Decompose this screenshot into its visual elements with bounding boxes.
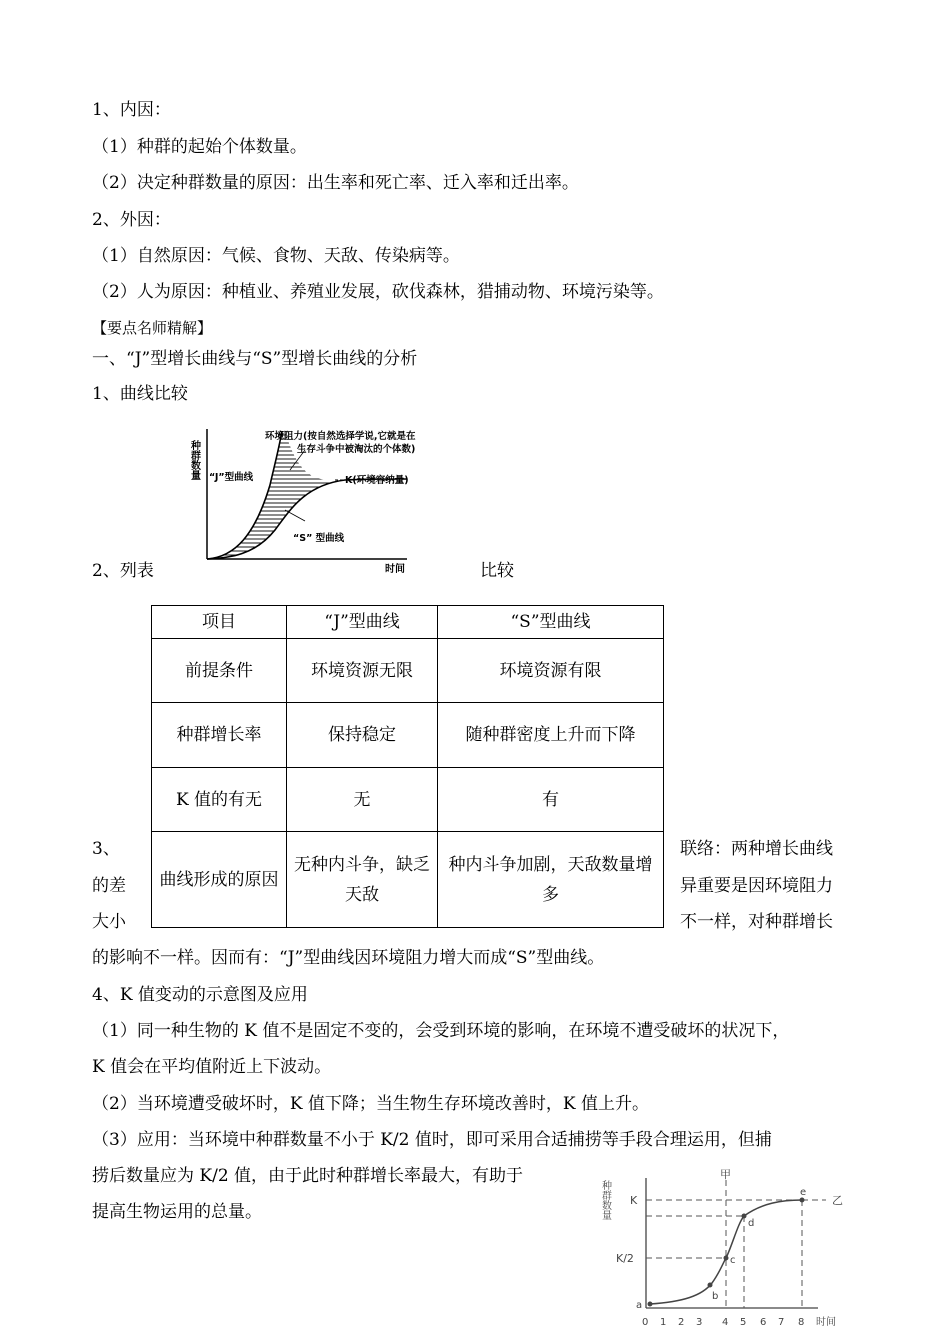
j-curve-label: “J”型曲线	[209, 472, 254, 483]
top-label: 甲	[720, 1168, 731, 1181]
table-cell: 无	[287, 768, 438, 832]
section-heading: 【要点名师精解】	[92, 319, 213, 337]
curve-comparison-figure	[185, 425, 485, 575]
text-line: （2）当环境遭受破坏时，K 值下降；当生物生存环境改善时，K 值上升。	[92, 1094, 650, 1114]
section-title: 一、“J”型增长曲线与“S”型增长曲线的分析	[92, 349, 418, 369]
point-label: a	[636, 1300, 643, 1311]
table-row	[152, 639, 664, 703]
text-line: 的差	[92, 876, 126, 896]
x-tick-label: 2	[678, 1317, 685, 1328]
table-cell: 曲线形成的原因	[152, 832, 287, 928]
text-line: 3、	[92, 839, 120, 859]
text-line: 不一样，对种群增长	[680, 912, 833, 932]
point-label: d	[748, 1218, 755, 1229]
x-tick-label: 5	[740, 1317, 747, 1328]
x-ticks	[642, 1317, 804, 1328]
y-axis-label: 种群数量	[599, 1180, 611, 1220]
x-tick-label: 6	[760, 1317, 767, 1328]
table-header-cell: “S”型曲线	[438, 606, 664, 639]
table-row	[152, 768, 664, 832]
x-tick-label: 8	[798, 1317, 805, 1328]
point-a	[648, 1302, 653, 1307]
table-row	[152, 703, 664, 768]
table-cell: 环境资源有限	[438, 639, 664, 703]
k-label: K	[630, 1194, 638, 1207]
text-line: （1）同一种生物的 K 值不是固定不变的，会受到环境的影响，在环境不遭受破坏的状况下，	[92, 1021, 790, 1041]
point-e	[800, 1198, 805, 1203]
table-cell: 有	[438, 768, 664, 832]
text-line: （1）自然原因：气候、食物、天敌、传染病等。	[92, 246, 460, 266]
text-line: 提高生物运用的总量。	[92, 1202, 262, 1222]
text-line: （3）应用：当环境中种群数量不小于 K/2 值时，即可采用合适捕捞等手段合理运用，但捕	[92, 1130, 772, 1150]
table-cell: 随种群密度上升而下降	[438, 703, 664, 768]
table-cell: 保持稳定	[287, 703, 438, 768]
point-label: b	[712, 1291, 719, 1302]
text-line: 2、外因：	[92, 210, 171, 230]
point-d	[742, 1214, 747, 1219]
table-row	[152, 832, 664, 928]
annotation-resistance: 环境阻力(按自然选择学说,它就是在	[265, 431, 416, 442]
table-cell: 前提条件	[152, 639, 287, 703]
y-axis-label: 种群数量	[188, 440, 200, 480]
text-line: 的影响不一样。因而有：“J”型曲线因环境阻力增大而成“S”型曲线。	[92, 948, 605, 968]
table-header-cell: “J”型曲线	[287, 606, 438, 639]
x-tick-label: 0	[642, 1317, 649, 1328]
table-cell: 无种内斗争，缺乏天敌	[287, 832, 438, 928]
x-axis-label: 时间	[385, 564, 405, 575]
text-line: 1、内因：	[92, 100, 171, 120]
table-header-cell: 项目	[152, 606, 287, 639]
text-line: （1）种群的起始个体数量。	[92, 137, 307, 157]
x-tick-label: 3	[696, 1317, 703, 1328]
k-label: K(环境容纳量)	[345, 475, 409, 486]
text-line: 大小	[92, 912, 126, 932]
k-value-figure	[599, 1168, 850, 1338]
text-line: （2）人为原因：种植业、养殖业发展，砍伐森林，猎捕动物、环境污染等。	[92, 282, 664, 302]
k-half-label: K/2	[616, 1252, 634, 1265]
point-c	[724, 1256, 729, 1261]
point-label: e	[800, 1187, 807, 1198]
text-line: 联络：两种增长曲线	[680, 839, 833, 859]
text-line: 捞后数量应为 K/2 值，由于此时种群增长率最大，有助于	[92, 1166, 524, 1186]
text-line: 1、曲线比较	[92, 384, 188, 404]
text-line: K 值会在平均值附近上下波动。	[92, 1057, 332, 1077]
annotation-resistance: 生存斗争中被淘汰的个体数)	[297, 444, 416, 455]
text-line: 异重要是因环境阻力	[680, 876, 833, 896]
s-curve-label: “S” 型曲线	[293, 533, 345, 544]
x-axis-label: 时间	[816, 1317, 836, 1328]
section-title: 4、K 值变动的示意图及应用	[92, 985, 308, 1005]
table-cell: 环境资源无限	[287, 639, 438, 703]
x-tick-label: 7	[778, 1317, 785, 1328]
table-cell: K 值的有无	[152, 768, 287, 832]
comparison-table	[151, 605, 664, 928]
text-line: 比较	[480, 561, 514, 581]
table-cell: 种群增长率	[152, 703, 287, 768]
x-tick-label: 1	[660, 1317, 667, 1328]
text-line: 2、列表	[92, 561, 154, 581]
x-tick-label: 4	[722, 1317, 729, 1328]
text-line: （2）决定种群数量的原因：出生率和死亡率、迁入率和迁出率。	[92, 173, 579, 193]
table-cell: 种内斗争加剧，天敌数量增多	[438, 832, 664, 928]
right-label: 乙	[832, 1194, 843, 1207]
point-label: c	[730, 1255, 736, 1266]
point-b	[708, 1283, 713, 1288]
table-header-row	[152, 606, 664, 639]
